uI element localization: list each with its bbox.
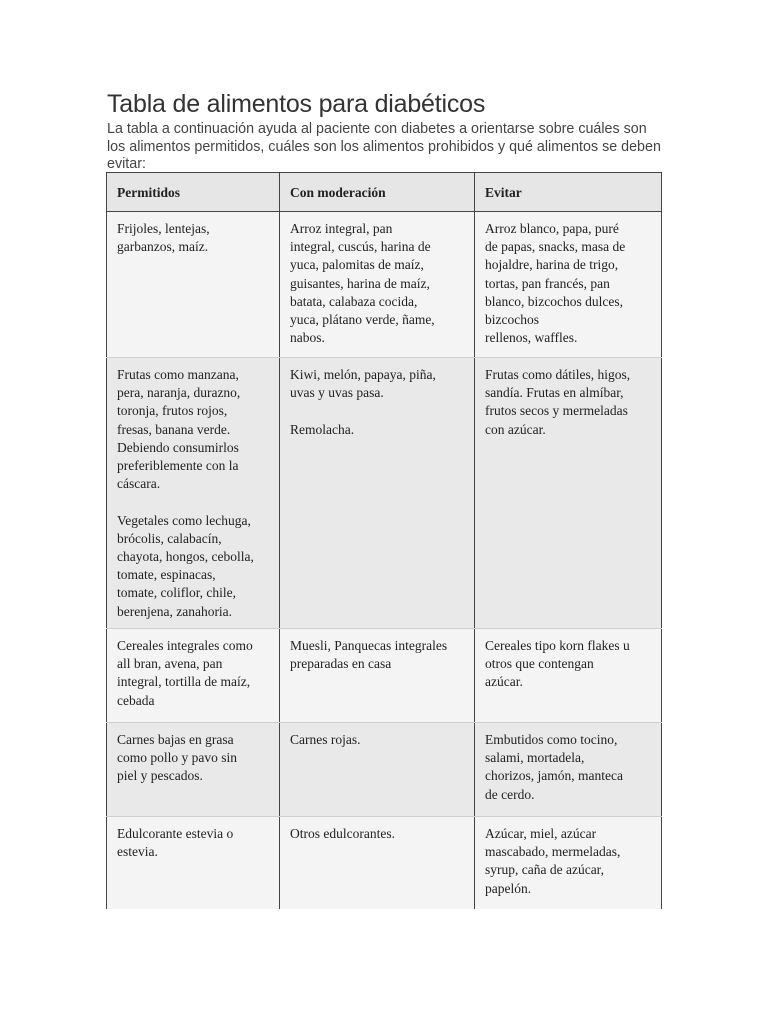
cell-text: Frijoles, lentejas, garbanzos, maíz. [117,221,210,255]
cell-text: Kiwi, melón, papaya, piña, uvas y uvas pasa. Remolacha. [290,367,436,437]
table-cell-con-moderacion [280,723,475,817]
cell-text: Otros edulcorantes. [290,826,395,841]
food-table [106,172,662,909]
header-permitidos: Permitidos [107,173,280,212]
table-header-row [107,173,662,212]
table-cell-con-moderacion [280,817,475,910]
table-row [107,629,662,723]
cell-text: Edulcorante estevia o estevia. [117,826,234,860]
table-cell-evitar [475,723,662,817]
table-row [107,358,662,629]
cell-text: Embutidos como tocino, salami, mortadela, chorizos, jamón, manteca de cerdo. [485,732,623,802]
table-cell-permitidos [107,358,280,629]
cell-text: Azúcar, miel, azúcar mascabado, mermeladas, syrup, caña de azúcar, papelón. [485,826,621,896]
header-evitar: Evitar [475,173,662,212]
table-cell-permitidos [107,629,280,723]
cell-text: Arroz blanco, papa, puré de papas, snacks, masa de hojaldre, harina de trigo, tortas, pan francés, pan blanco, bizcochos dulces, bizcochos rellenos, waffles. [485,221,626,346]
table-cell-permitidos [107,723,280,817]
cell-text: Cereales tipo korn flakes u otros que contengan azúcar. [485,638,630,690]
cell-text: Frutas como manzana, pera, naranja, durazno, toronja, frutos rojos, fresas, banana verde. Debiendo consumirlos preferiblemente con la cáscara. Vegetales como lechuga, brócolis, calabacín, chayota, hongos, cebolla, tomate, espinacas, tomate, coliflor, chile, berenjena, zanahoria. [117,367,254,619]
table-row [107,723,662,817]
table-cell-evitar [475,212,662,358]
table-row [107,817,662,910]
table-cell-permitidos [107,212,280,358]
cell-text: Muesli, Panquecas integrales preparadas en casa [290,638,448,672]
page-title: Tabla de alimentos para diabéticos [107,90,486,118]
table-cell-evitar [475,817,662,910]
cell-text: Cereales integrales como all bran, avena, pan integral, tortilla de maíz, cebada [117,638,253,708]
table-cell-con-moderacion [280,212,475,358]
cell-text: Carnes rojas. [290,732,361,747]
cell-text: Frutas como dátiles, higos, sandía. Frutas en almíbar, frutos secos y mermeladas con azúcar. [485,367,631,437]
table-cell-con-moderacion [280,629,475,723]
table-cell-con-moderacion [280,358,475,629]
table-row [107,212,662,358]
header-con-moderacion: Con moderación [280,173,475,212]
table-cell-permitidos [107,817,280,910]
cell-text: Carnes bajas en grasa como pollo y pavo sin piel y pescados. [117,732,237,784]
cell-text: Arroz integral, pan integral, cuscús, harina de yuca, palomitas de maíz, guisantes, harina de maíz, batata, calabaza cocida, yuca, plátano verde, ñame, nabos. [290,221,435,346]
intro-paragraph: La tabla a continuación ayuda al paciente con diabetes a orientarse sobre cuáles son los alimentos permitidos, cuáles son los alimentos prohibidos y qué alimentos se deben evitar: [107,121,661,172]
table-cell-evitar [475,358,662,629]
table-cell-evitar [475,629,662,723]
